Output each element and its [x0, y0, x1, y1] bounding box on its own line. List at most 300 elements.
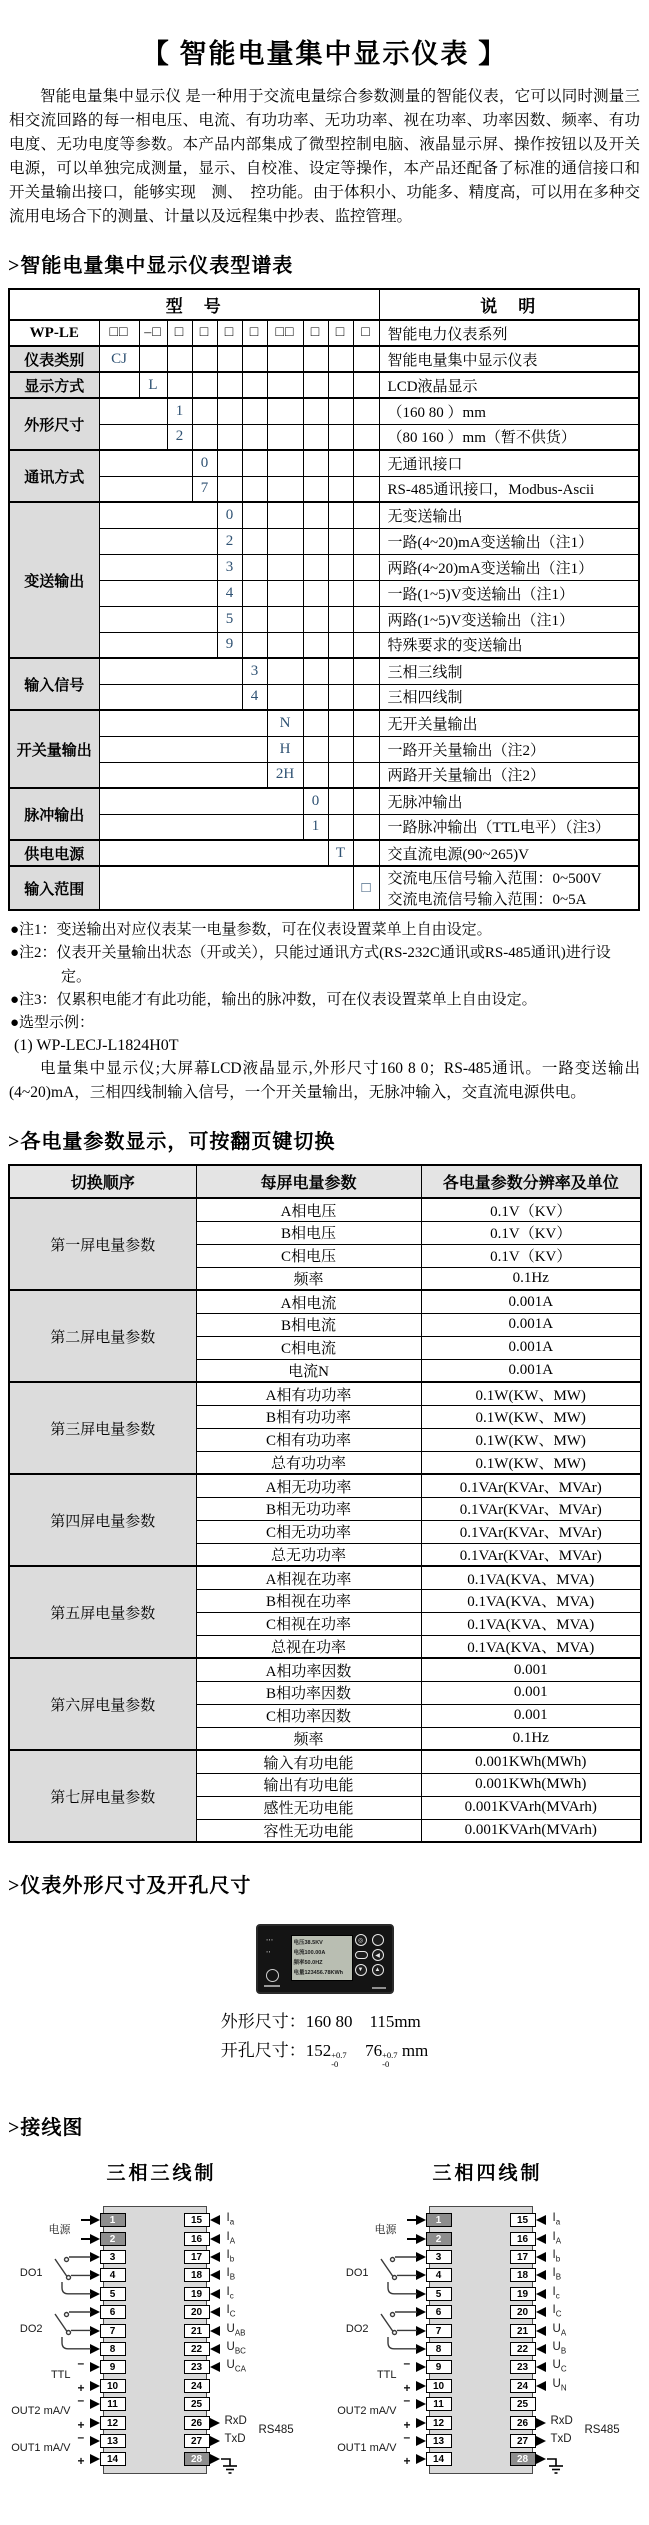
- empty-span-cell: [99, 450, 192, 476]
- wiring-diagram-canvas: [337, 2201, 639, 2485]
- terminal-8: 8: [426, 2342, 452, 2356]
- model-desc-cell: 特殊要求的变送输出: [379, 632, 639, 658]
- cutout-dimension-label: 开孔尺寸：: [220, 2041, 306, 2061]
- empty-cell: [267, 346, 303, 372]
- terminal-label-16: $I_A$: [226, 2230, 236, 2245]
- terminal-label-19: $I_c$: [226, 2285, 234, 2300]
- terminal-1: 1: [426, 2213, 452, 2227]
- arrow-right-icon: [90, 2215, 100, 2225]
- model-code-cell: 4: [242, 684, 267, 710]
- param-resolution-cell: 0.001: [421, 1704, 641, 1727]
- arrow-left-icon: [536, 2381, 546, 2391]
- terminal-16: 16: [184, 2232, 210, 2246]
- empty-cell: [353, 762, 379, 788]
- empty-cell: [217, 398, 242, 424]
- empty-cell: [267, 476, 303, 502]
- empty-cell: [242, 398, 267, 424]
- arrow-right-icon: [90, 2326, 100, 2336]
- empty-cell: [353, 424, 379, 450]
- empty-cell: [353, 476, 379, 502]
- lcd-line: 电流100.00A: [293, 1949, 326, 1956]
- param-resolution-cell: 0.1W(KW、MW): [421, 1451, 641, 1474]
- model-code-cell: 2: [167, 424, 192, 450]
- model-desc-cell: 一路开关量输出（注2）: [379, 736, 639, 762]
- terminal-6: 6: [100, 2305, 126, 2319]
- arrow-right-icon: [90, 2252, 100, 2262]
- empty-cell: [303, 424, 328, 450]
- empty-span-cell: [99, 424, 167, 450]
- model-row-label: 开关量输出: [9, 710, 99, 788]
- empty-cell: [242, 580, 267, 606]
- empty-cell: [328, 814, 353, 840]
- model-table-header-row: [9, 289, 639, 320]
- param-resolution-cell: 0.1VAr(KVAr、MVAr): [421, 1543, 641, 1566]
- terminal-group-label: OUT2 mA/V: [11, 2405, 71, 2418]
- terminal-9: 9: [100, 2360, 126, 2374]
- terminal-24: 24: [510, 2379, 536, 2393]
- model-digit-placeholder: □: [242, 320, 267, 346]
- model-table-row: [9, 632, 639, 658]
- arrow-left-icon: [536, 2215, 546, 2225]
- terminal-15: 15: [184, 2213, 210, 2227]
- terminal-27: 27: [184, 2434, 210, 2448]
- empty-cell: [242, 476, 267, 502]
- empty-cell: [328, 398, 353, 424]
- arrow-right-icon: [416, 2381, 426, 2391]
- model-row-label: 输入信号: [9, 658, 99, 710]
- model-spectrum-table: [8, 288, 640, 911]
- dial-button: ◎: [355, 1934, 367, 1946]
- arrow-right-icon: [416, 2252, 426, 2262]
- param-name-cell: C相功率因数: [196, 1704, 421, 1727]
- empty-cell: [303, 606, 328, 632]
- empty-cell: [242, 528, 267, 554]
- param-resolution-cell: 0.1VA(KVA、MVA): [421, 1612, 641, 1635]
- model-digit-placeholder: □: [303, 320, 328, 346]
- empty-cell: [328, 606, 353, 632]
- arrow-left-icon: [210, 2344, 220, 2354]
- empty-cell: [303, 346, 328, 372]
- param-column-header: 切换顺序: [9, 1165, 196, 1198]
- empty-cell: [139, 346, 167, 372]
- empty-cell: [167, 372, 192, 398]
- param-name-cell: C相电压: [196, 1244, 421, 1267]
- terminal-label-22: $U_B$: [552, 2340, 567, 2356]
- empty-cell: [328, 372, 353, 398]
- terminal-10: 10: [426, 2379, 452, 2393]
- param-name-cell: C相视在功率: [196, 1612, 421, 1635]
- arrow-left-icon: [210, 2234, 220, 2244]
- down-arrow-button: ▼: [355, 1964, 367, 1976]
- terminal-label-18: $I_B$: [226, 2267, 236, 2282]
- terminal-19: 19: [184, 2287, 210, 2301]
- terminal-20: 20: [184, 2305, 210, 2319]
- empty-cell: [328, 788, 353, 814]
- empty-cell: [303, 762, 328, 788]
- empty-cell: [353, 346, 379, 372]
- screen-label-cell: 第七屏电量参数: [9, 1750, 196, 1842]
- model-code-cell: L: [139, 372, 167, 398]
- param-table-row: [9, 1750, 641, 1773]
- model-table-row: [9, 814, 639, 840]
- model-desc-cell: LCD液晶显示: [379, 372, 639, 398]
- arrow-right-icon: [536, 2436, 546, 2446]
- terminal-28: 28: [510, 2452, 536, 2466]
- ground-icon: [547, 2455, 571, 2475]
- relay-contact-icon: [373, 2306, 417, 2358]
- empty-cell: [267, 528, 303, 554]
- desc-line: 交流电压信号输入范围：0~500V: [387, 871, 602, 888]
- arrow-right-icon: [90, 2418, 100, 2428]
- empty-span-cell: [99, 372, 139, 398]
- ground-icon: [221, 2455, 245, 2475]
- terminal-group-label: DO2: [19, 2322, 43, 2335]
- param-name-cell: B相视在功率: [196, 1589, 421, 1612]
- meter-figure: [8, 1924, 641, 2069]
- empty-cell: [267, 424, 303, 450]
- arrow-left-icon: [210, 2362, 220, 2372]
- model-digit-placeholder: □□: [99, 320, 139, 346]
- param-name-cell: 频率: [196, 1267, 421, 1290]
- empty-cell: [242, 346, 267, 372]
- terminal-label-19: $I_c$: [552, 2285, 560, 2300]
- arrow-left-icon: [536, 2326, 546, 2336]
- param-resolution-cell: 0.001KVArh(MVArh): [421, 1796, 641, 1819]
- empty-cell: [303, 528, 328, 554]
- model-row-label: 仪表类别: [9, 346, 99, 372]
- model-table-row: [9, 502, 639, 528]
- empty-cell: [303, 476, 328, 502]
- terminal-label-17: $I_b$: [552, 2248, 561, 2264]
- page-title: 【 智能电量集中显示仪表 】: [141, 39, 508, 69]
- param-resolution-cell: 0.001: [421, 1658, 641, 1681]
- screen-label-cell: 第三屏电量参数: [9, 1382, 196, 1474]
- terminal-label-21: $U_{AB}$: [226, 2322, 246, 2337]
- empty-cell: [267, 502, 303, 528]
- terminal-14: 14: [100, 2452, 126, 2466]
- lcd-line: 电压38.5KV: [293, 1939, 323, 1946]
- empty-cell: [303, 684, 328, 710]
- arrow-right-icon: [210, 2454, 220, 2464]
- empty-cell: [267, 658, 303, 684]
- terminal-label-15: $I_a$: [552, 2212, 561, 2227]
- terminal-17: 17: [184, 2250, 210, 2264]
- model-table-row: [9, 658, 639, 684]
- terminal-label-16: $I_A$: [552, 2230, 562, 2245]
- empty-span-cell: [99, 814, 303, 840]
- empty-cell: [267, 398, 303, 424]
- terminal-23: 23: [510, 2360, 536, 2374]
- terminal-4: 4: [426, 2268, 452, 2282]
- model-table-row: [9, 554, 639, 580]
- terminal-5: 5: [100, 2287, 126, 2301]
- arrow-right-icon: [416, 2326, 426, 2336]
- empty-span-cell: [99, 684, 242, 710]
- empty-span-cell: [99, 632, 217, 658]
- terminal-group-label: DO2: [345, 2322, 369, 2335]
- empty-cell: [242, 606, 267, 632]
- param-resolution-cell: 0.1W(KW、MW): [421, 1428, 641, 1451]
- model-desc-cell: 三相四线制: [379, 684, 639, 710]
- model-table-row: [9, 346, 639, 372]
- param-table-header-row: [9, 1165, 641, 1198]
- param-name-cell: B相电压: [196, 1221, 421, 1244]
- terminal-18: 18: [510, 2268, 536, 2282]
- model-desc-cell: （80 160 ）mm（暂不供货）: [379, 424, 639, 450]
- terminal-label-18: $I_B$: [552, 2267, 562, 2282]
- arrow-left-icon: [210, 2270, 220, 2280]
- empty-cell: [267, 684, 303, 710]
- terminal-3: 3: [100, 2250, 126, 2264]
- terminal-14: 14: [426, 2452, 452, 2466]
- param-resolution-cell: 0.1Hz: [421, 1267, 641, 1290]
- model-code-cell: 3: [217, 554, 242, 580]
- param-name-cell: 总有功功率: [196, 1451, 421, 1474]
- empty-cell: [328, 658, 353, 684]
- model-code-cell: N: [267, 710, 303, 736]
- terminal-21: 21: [510, 2324, 536, 2338]
- param-name-cell: 频率: [196, 1727, 421, 1750]
- param-resolution-cell: 0.1VA(KVA、MVA): [421, 1566, 641, 1589]
- empty-cell: [303, 502, 328, 528]
- terminal-19: 19: [510, 2287, 536, 2301]
- wire-stub: [81, 2219, 90, 2221]
- terminal-16: 16: [510, 2232, 536, 2246]
- param-resolution-cell: 0.001A: [421, 1313, 641, 1336]
- empty-cell: [242, 450, 267, 476]
- minus-mark: –: [403, 2356, 411, 2371]
- arrow-right-icon: [416, 2436, 426, 2446]
- terminal-group-label: DO1: [345, 2267, 369, 2280]
- param-table-row: [9, 1566, 641, 1589]
- minus-mark: –: [77, 2356, 85, 2371]
- terminal-25: 25: [184, 2397, 210, 2411]
- terminal-27: 27: [510, 2434, 536, 2448]
- terminal-6: 6: [426, 2305, 452, 2319]
- desc-line: 交流电流信号输入范围：0~5A: [387, 892, 587, 909]
- param-resolution-cell: 0.001A: [421, 1359, 641, 1382]
- wiring-diagram-2: [337, 2158, 639, 2485]
- empty-cell: [192, 398, 217, 424]
- model-code-cell: 0: [192, 450, 217, 476]
- model-table-row: [9, 372, 639, 398]
- model-digit-placeholder: □: [328, 320, 353, 346]
- param-name-cell: 输入有功电能: [196, 1750, 421, 1773]
- terminal-label-17: $I_b$: [226, 2248, 235, 2264]
- model-digit-placeholder: □□: [267, 320, 303, 346]
- empty-cell: [353, 606, 379, 632]
- model-digit-placeholder: □: [353, 320, 379, 346]
- terminal-12: 12: [426, 2416, 452, 2430]
- terminal-group-label: TTL: [376, 2368, 397, 2381]
- arrow-left-icon: [536, 2270, 546, 2280]
- param-column-header: 每屏电量参数: [196, 1165, 421, 1198]
- lcd-screen: [291, 1935, 353, 1981]
- arrow-right-icon: [416, 2399, 426, 2409]
- empty-cell: [267, 580, 303, 606]
- empty-span-cell: [99, 554, 217, 580]
- terminal-8: 8: [100, 2342, 126, 2356]
- arrow-right-icon: [90, 2436, 100, 2446]
- empty-span-cell: [99, 502, 217, 528]
- empty-cell: [328, 424, 353, 450]
- model-table-row: [9, 762, 639, 788]
- terminal-10: 10: [100, 2379, 126, 2393]
- model-table-row: [9, 528, 639, 554]
- empty-cell: [353, 788, 379, 814]
- param-resolution-cell: 0.1W(KW、MW): [421, 1382, 641, 1405]
- arrow-right-icon: [210, 2436, 220, 2446]
- param-name-cell: B相功率因数: [196, 1681, 421, 1704]
- model-code-cell: 0: [217, 502, 242, 528]
- terminal-24: 24: [184, 2379, 210, 2393]
- empty-cell: [353, 398, 379, 424]
- terminal-2: 2: [426, 2232, 452, 2246]
- empty-cell: [353, 580, 379, 606]
- param-table-row: [9, 1382, 641, 1405]
- model-table-row: [9, 684, 639, 710]
- param-resolution-cell: 0.001KWh(MWh): [421, 1773, 641, 1796]
- empty-cell: [353, 840, 379, 866]
- empty-span-cell: [99, 762, 267, 788]
- empty-span-cell: [99, 736, 267, 762]
- empty-cell: [303, 736, 328, 762]
- model-desc-cell: RS-485通讯接口，Modbus-Ascii: [379, 476, 639, 502]
- panel-model-text: [372, 1987, 386, 1989]
- screen-label-cell: 第六屏电量参数: [9, 1658, 196, 1750]
- param-resolution-cell: 0.1W(KW、MW): [421, 1405, 641, 1428]
- empty-cell: [217, 476, 242, 502]
- terminal-group-label: TTL: [50, 2368, 71, 2381]
- model-code-cell: CJ: [99, 346, 139, 372]
- terminal-28: 28: [184, 2452, 210, 2466]
- relay-contact-icon: [47, 2251, 91, 2303]
- empty-cell: [328, 476, 353, 502]
- param-table-row: [9, 1658, 641, 1681]
- model-desc-cell: （160 80 ）mm: [379, 398, 639, 424]
- param-name-cell: A相视在功率: [196, 1566, 421, 1589]
- round-button: [372, 1934, 384, 1946]
- model-desc-cell: 无脉冲输出: [379, 788, 639, 814]
- panel-indicator-mark: ▪ ▪ ▪: [266, 1937, 273, 1943]
- model-code-cell: 3: [242, 658, 267, 684]
- terminal-1: 1: [100, 2213, 126, 2227]
- model-desc-cell: 两路(4~20)mA变送输出（注1）: [379, 554, 639, 580]
- param-name-cell: A相有功功率: [196, 1382, 421, 1405]
- param-resolution-cell: 0.1Hz: [421, 1727, 641, 1750]
- empty-cell: [167, 346, 192, 372]
- model-table-row: [9, 606, 639, 632]
- arrow-right-icon: [90, 2289, 100, 2299]
- model-desc-cell: 两路开关量输出（注2）: [379, 762, 639, 788]
- empty-cell: [353, 658, 379, 684]
- model-table-row: [9, 840, 639, 866]
- arrow-right-icon: [416, 2270, 426, 2280]
- empty-cell: [303, 554, 328, 580]
- param-column-header: 各电量参数分辨率及单位: [421, 1165, 641, 1198]
- cutout-width-value: 152: [305, 2041, 332, 2061]
- lcd-line: 电量123456.78KWh: [293, 1969, 344, 1976]
- terminal-4: 4: [100, 2268, 126, 2282]
- terminal-label-22: $U_{BC}$: [226, 2340, 246, 2356]
- model-code-cell: 9: [217, 632, 242, 658]
- terminal-18: 18: [184, 2268, 210, 2282]
- empty-cell: [328, 762, 353, 788]
- model-desc-cell: 智能电量集中显示仪表: [379, 346, 639, 372]
- brand-logo: [266, 1969, 279, 1982]
- model-row-label: 显示方式: [9, 372, 99, 398]
- model-desc-cell: 两路(1~5)V变送输出（注1）: [379, 606, 639, 632]
- arrow-right-icon: [90, 2381, 100, 2391]
- brand-logo-text: [264, 1985, 280, 1987]
- empty-span-cell: [99, 658, 242, 684]
- wiring-diagram-title: 三相三线制: [106, 2163, 217, 2185]
- terminal-13: 13: [426, 2434, 452, 2448]
- model-row-label: 输入范围: [9, 866, 99, 910]
- terminal-label-26: RxD: [550, 2414, 573, 2427]
- relay-contact-icon: [47, 2306, 91, 2358]
- terminal-22: 22: [184, 2342, 210, 2356]
- empty-cell: [242, 424, 267, 450]
- terminal-17: 17: [510, 2250, 536, 2264]
- empty-cell: [303, 632, 328, 658]
- arrow-left-icon: [210, 2307, 220, 2317]
- terminal-11: 11: [100, 2397, 126, 2411]
- empty-cell: [217, 424, 242, 450]
- model-table-row: [9, 450, 639, 476]
- param-name-cell: A相电压: [196, 1198, 421, 1221]
- terminal-label-23: $U_C$: [552, 2359, 567, 2374]
- terminal-26: 26: [184, 2416, 210, 2430]
- terminal-label-23: $U_{CA}$: [226, 2359, 246, 2374]
- empty-cell: [328, 450, 353, 476]
- model-code-cell: 7: [192, 476, 217, 502]
- param-name-cell: B相无功功率: [196, 1497, 421, 1520]
- param-name-cell: 总无功功率: [196, 1543, 421, 1566]
- param-name-cell: B相有功功率: [196, 1405, 421, 1428]
- empty-cell: [303, 658, 328, 684]
- arrow-left-icon: [210, 2289, 220, 2299]
- terminal-7: 7: [100, 2324, 126, 2338]
- empty-span-cell: [99, 840, 328, 866]
- model-code-cell: □: [353, 866, 379, 910]
- arrow-right-icon: [210, 2418, 220, 2428]
- model-desc-cell: 三相三线制: [379, 658, 639, 684]
- outline-dimension-label: 外形尺寸：: [220, 2012, 306, 2032]
- empty-span-cell: [99, 476, 192, 502]
- wire-stub: [81, 2238, 90, 2240]
- tolerance-stack: +0.7 -0: [382, 2050, 398, 2070]
- terminal-23: 23: [184, 2360, 210, 2374]
- model-digit-placeholder: □: [217, 320, 242, 346]
- empty-cell: [267, 450, 303, 476]
- param-table-row: [9, 1290, 641, 1313]
- model-row-label: 外形尺寸: [9, 398, 99, 450]
- section-heading-params: >各电量参数显示，可按翻页键切换: [8, 1131, 336, 1154]
- terminal-12: 12: [100, 2416, 126, 2430]
- empty-cell: [192, 346, 217, 372]
- param-resolution-cell: 0.001KVArh(MVArh): [421, 1819, 641, 1842]
- model-table-row: [9, 398, 639, 424]
- empty-cell: [192, 372, 217, 398]
- arrow-right-icon: [90, 2454, 100, 2464]
- arrow-left-icon: [210, 2215, 220, 2225]
- empty-span-cell: [99, 528, 217, 554]
- minus-mark: –: [403, 2393, 411, 2408]
- empty-span-cell: [99, 398, 167, 424]
- param-name-cell: C相无功功率: [196, 1520, 421, 1543]
- empty-cell: [242, 502, 267, 528]
